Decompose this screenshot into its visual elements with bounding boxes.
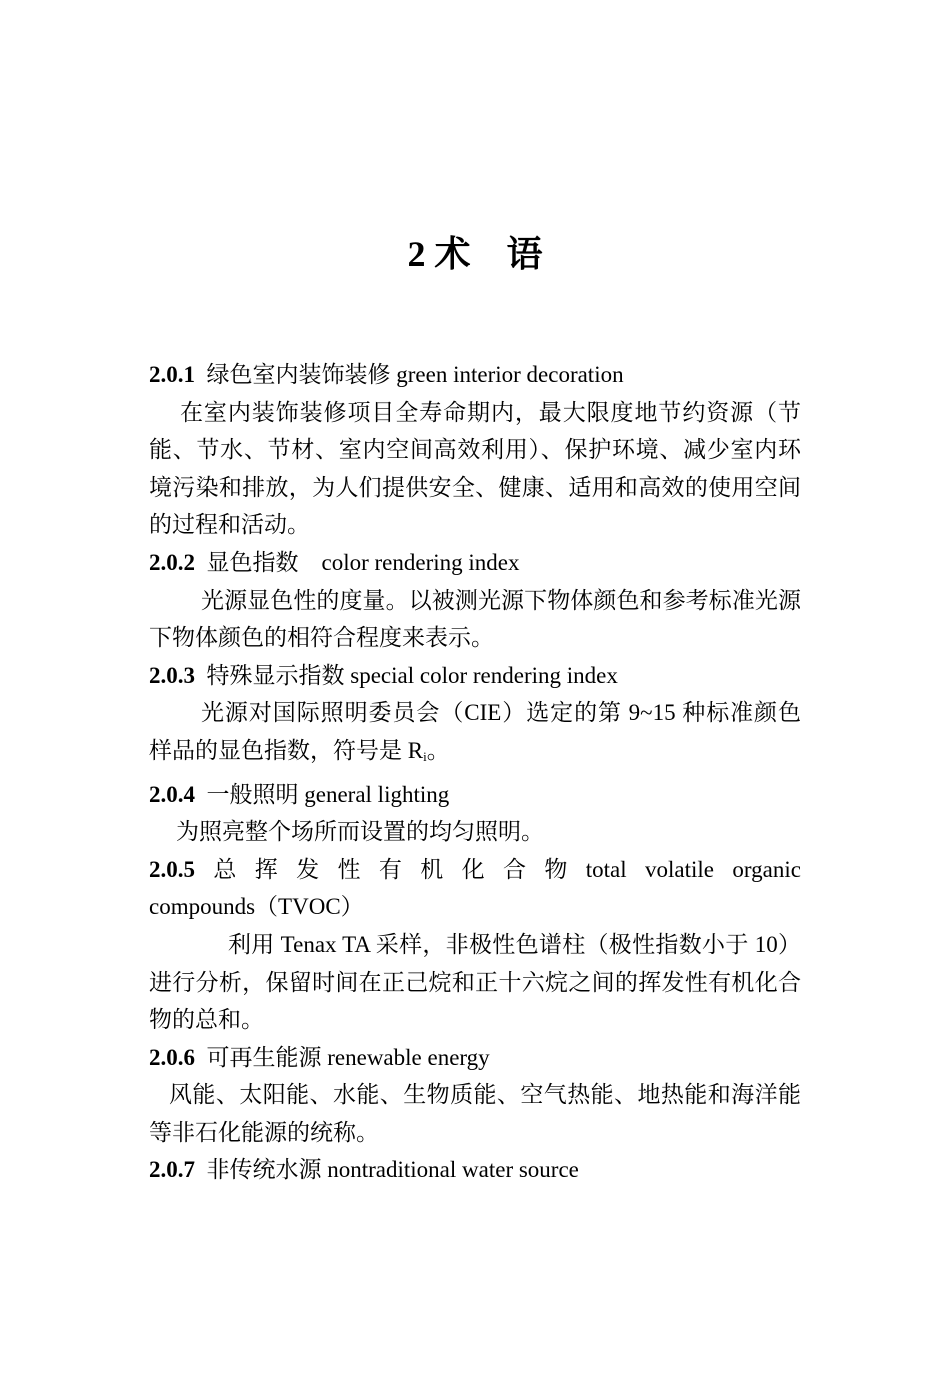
term-heading	[149, 1151, 801, 1189]
term-name-char: 有	[378, 856, 402, 882]
term-number: 2.0.2	[149, 549, 195, 575]
term-number: 2.0.6	[149, 1044, 195, 1070]
term-number: 2.0.7	[149, 1157, 195, 1183]
term-name-char: 发	[296, 856, 320, 882]
term-name-word: total	[585, 856, 627, 882]
terms-section	[149, 356, 801, 1189]
term-heading	[149, 851, 801, 926]
term-name-char: 物	[544, 856, 568, 882]
term-name: 非传统水源 nontraditional water source	[206, 1157, 579, 1183]
term-name: 特殊显示指数 special color rendering index	[206, 662, 618, 688]
term-name-word: organic	[732, 856, 801, 882]
term-definition: 风能、太阳能、水能、生物质能、空气热能、地热能和海洋能等非石化能源的统称。	[149, 1082, 801, 1145]
term-definition: 光源显色性的度量。以被测光源下物体颜色和参考标准光源下物体颜色的相符合程度来表示。	[149, 587, 801, 651]
term-name-char: 化	[461, 856, 485, 882]
term-name-continued: compounds（TVOC）	[149, 894, 364, 920]
term-name-char: 挥	[254, 856, 278, 882]
term-definition: 利用 Tenax TA 采样，非极性色谱柱（极性指数小于 10）进行分析，保留时间在正己烷和正十六烷之间的挥发性有机化合物的总和。	[149, 931, 801, 1033]
term-number: 2.0.4	[149, 781, 195, 807]
chapter-title: 2 术 语	[407, 234, 543, 274]
definition-subscript: i	[423, 748, 427, 764]
term-heading	[149, 776, 801, 814]
term-name-char: 合	[503, 856, 526, 882]
term-name: 绿色室内装饰装修 green interior decoration	[206, 362, 624, 387]
term-name: 显色指数 color rendering index	[206, 549, 520, 575]
term-definition: 在室内装饰装修项目全寿命期内，最大限度地节约资源（节能、节水、节材、室内空间高效利用）、保护环境、减少室内环境污染和排放，为人们提供安全、健康、适用和高效的使用空间的过程和活动。	[149, 399, 801, 538]
definition-text: 光源对国际照明委员会（CIE）选定的第 9~15 种标准颜色样品的显色指数，符号是 R	[149, 700, 801, 763]
term-heading	[149, 356, 801, 394]
term-number: 2.0.1	[149, 362, 195, 387]
term-heading-line	[149, 851, 801, 889]
term-name-char: 性	[337, 856, 361, 882]
term-number: 2.0.5	[149, 856, 195, 882]
term-name-char: 机	[420, 856, 444, 882]
term-number: 2.0.3	[149, 662, 195, 688]
term-heading	[149, 1039, 801, 1077]
term-heading	[149, 657, 801, 695]
term-definition	[149, 694, 801, 775]
term-name-word: volatile	[645, 856, 714, 882]
term-name: 可再生能源 renewable energy	[206, 1044, 490, 1070]
term-name: 一般照明 general lighting	[206, 781, 450, 807]
definition-text-end: 。	[426, 737, 450, 763]
term-name-char: 总	[213, 856, 237, 882]
term-definition: 为照亮整个场所而设置的均匀照明。	[176, 819, 544, 845]
term-heading	[149, 544, 801, 582]
